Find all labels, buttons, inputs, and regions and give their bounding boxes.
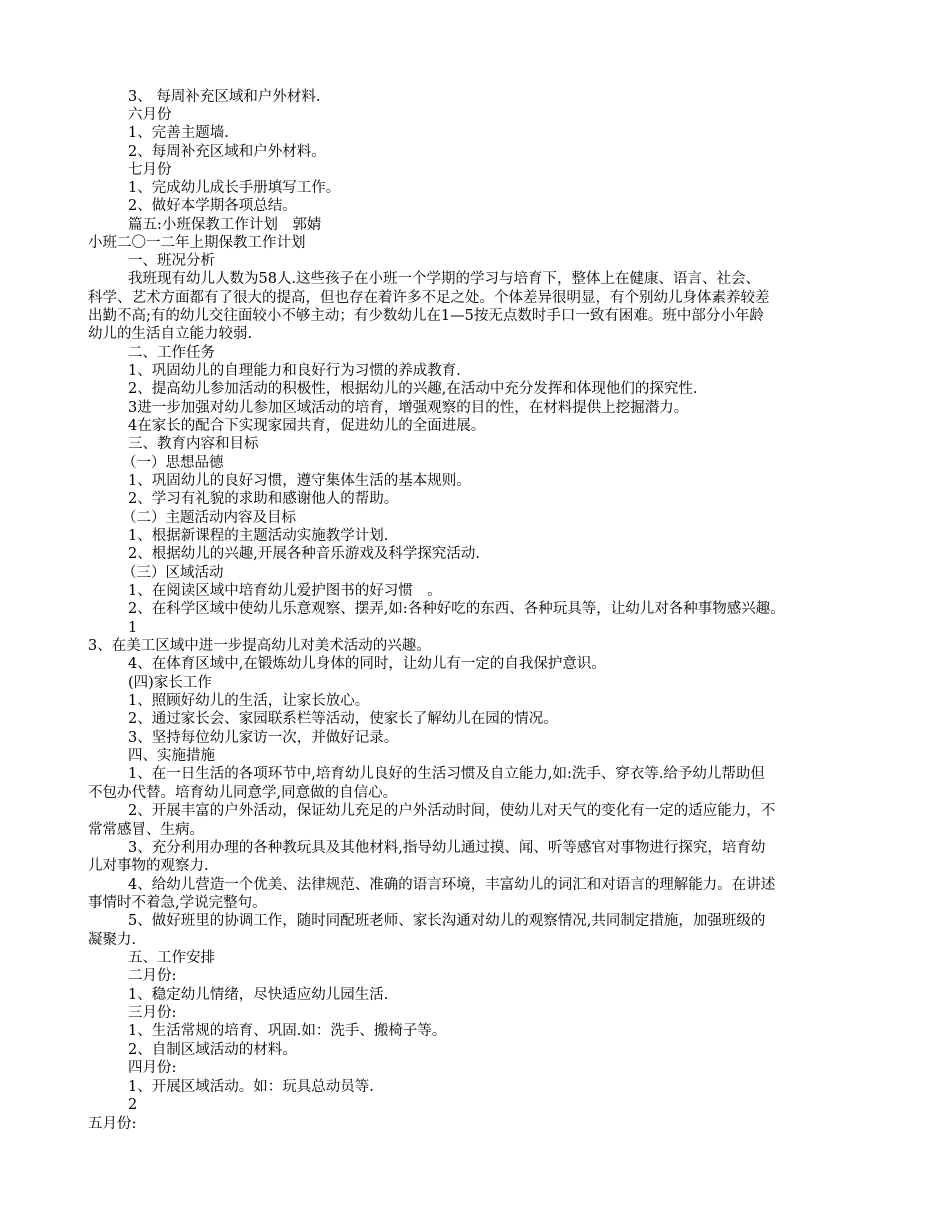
text-line: 1、生活常规的培育、巩固.如：洗手、搬椅子等。 xyxy=(128,1023,447,1039)
text-line: 2、学习有礼貌的求助和感谢他人的帮助。 xyxy=(128,491,399,507)
text-line: 2、自制区域活动的材料。 xyxy=(128,1042,297,1058)
text-line: 幼儿的生活自立能力较弱. xyxy=(88,326,253,342)
heading: 四、实施措施 xyxy=(128,748,215,764)
text-line: 六月份 xyxy=(128,107,172,123)
text-line: 1、完成幼儿成长手册填写工作。 xyxy=(128,180,341,196)
text-line: 不包办代替。培育幼儿同意学,同意做的自信心。 xyxy=(88,785,398,801)
text-line: 1、稳定幼儿情绪，尽快适应幼儿园生活. xyxy=(128,987,389,1003)
text-line: 我班现有幼儿人数为58人.这些孩子在小班一个学期的学习与培育下，整体上在健康、语言、社会、 xyxy=(128,271,761,287)
subheading: （三）区域活动 xyxy=(122,565,224,581)
text-line: 4在家长的配合下实现家园共育，促进幼儿的全面进展。 xyxy=(128,418,486,434)
text-line: 3、 每周补充区域和户外材料. xyxy=(128,89,321,105)
month-label: 二月份: xyxy=(128,968,177,984)
text-line: 3、坚持每位幼儿家访一次，并做好记录。 xyxy=(128,730,399,746)
text-line: 1、巩固幼儿的良好习惯，遵守集体生活的基本规则。 xyxy=(128,473,471,489)
text-line: 1、在一日生活的各项环节中,培育幼儿良好的生活习惯及自立能力,如:洗手、穿衣等.给予幼儿帮助但 xyxy=(128,766,765,782)
text-line: 3、在美工区域中进一步提高幼儿对美术活动的兴趣。 xyxy=(88,638,431,654)
text-line: 2、根据幼儿的兴趣,开展各种音乐游戏及科学探究活动. xyxy=(128,546,480,562)
page-number: 2 xyxy=(128,1097,138,1113)
section-title: 篇五:小班保教工作计划 郭婧 xyxy=(128,217,322,233)
text-line: 1、照顾好幼儿的生活，让家长放心。 xyxy=(128,693,370,709)
text-line: 科学、艺术方面都有了很大的提高，但也存在着许多不足之处。个体差异很明显，有个别幼儿身体素养较差 xyxy=(88,290,770,306)
heading: 五、工作安排 xyxy=(128,950,215,966)
subheading: （二）主题活动内容及目标 xyxy=(122,510,296,526)
text-line: 2、每周补充区域和户外材料。 xyxy=(128,144,326,160)
subheading: （一）思想品德 xyxy=(122,455,224,471)
text-line: 1、巩固幼儿的自理能力和良好行为习惯的养成教育. xyxy=(128,363,461,379)
text-line: 4、在体育区域中,在锻炼幼儿身体的同时，让幼儿有一定的自我保护意识。 xyxy=(128,656,606,672)
text-line: 事情时不着急,学说完整句。 xyxy=(88,895,267,911)
month-label: 三月份: xyxy=(128,1005,177,1021)
text-line: 2、开展丰富的户外活动，保证幼儿充足的户外活动时间，使幼儿对天气的变化有一定的适应能力，不 xyxy=(128,803,776,819)
document-title: 小班二〇一二年上期保教工作计划 xyxy=(88,235,306,251)
text-line: 1、完善主题墙. xyxy=(128,125,229,141)
month-label: 四月份: xyxy=(128,1060,177,1076)
text-line: 3、充分利用办理的各种教玩具及其他材料,指导幼儿通过摸、闻、听等感官对事物进行探究，培育幼 xyxy=(128,840,766,856)
text-line: 5、做好班里的协调工作，随时同配班老师、家长沟通对幼儿的观察情况,共同制定措施，加强班级的 xyxy=(128,913,766,929)
text-line: 2、提高幼儿参加活动的积极性，根据幼儿的兴趣,在活动中充分发挥和体现他们的探究性. xyxy=(128,381,698,397)
text-line: 1、开展区域活动。如：玩具总动员等. xyxy=(128,1079,374,1095)
page-number: 1 xyxy=(128,620,138,636)
text-line: 2、做好本学期各项总结。 xyxy=(128,198,297,214)
text-line: 七月份 xyxy=(128,162,172,178)
text-line: 2、通过家长会、家园联系栏等活动，使家长了解幼儿在园的情况。 xyxy=(128,711,558,727)
month-label: 五月份: xyxy=(88,1116,137,1132)
text-line: 凝聚力. xyxy=(88,932,137,948)
text-line: 1、在阅读区域中培育幼儿爱护图书的好习惯 。 xyxy=(128,583,442,599)
text-line: 儿对事物的观察力. xyxy=(88,858,209,874)
text-line: 常常感冒、生病。 xyxy=(88,822,204,838)
text-line: 2、在科学区域中使幼儿乐意观察、摆弄,如:各种好吃的东西、各种玩具等，让幼儿对各种事物感兴趣。 xyxy=(128,601,785,617)
subheading: (四)家长工作 xyxy=(128,675,212,691)
text-line: 1、根据新课程的主题活动实施教学计划. xyxy=(128,528,389,544)
heading: 三、教育内容和目标 xyxy=(128,436,259,452)
heading: 二、工作任务 xyxy=(128,345,215,361)
text-line: 4、给幼儿营造一个优美、法律规范、准确的语言环境，丰富幼儿的词汇和对语言的理解能力。在讲述 xyxy=(128,877,776,893)
heading: 一、班况分析 xyxy=(128,253,215,269)
text-line: 3进一步加强对幼儿参加区域活动的培育，增强观察的目的性，在材料提供上挖掘潜力。 xyxy=(128,400,689,416)
text-line: 出勤不高;有的幼儿交往面较小不够主动；有少数幼儿在1—5按无点数时手口一致有困难。班中部分小年龄 xyxy=(88,308,764,324)
